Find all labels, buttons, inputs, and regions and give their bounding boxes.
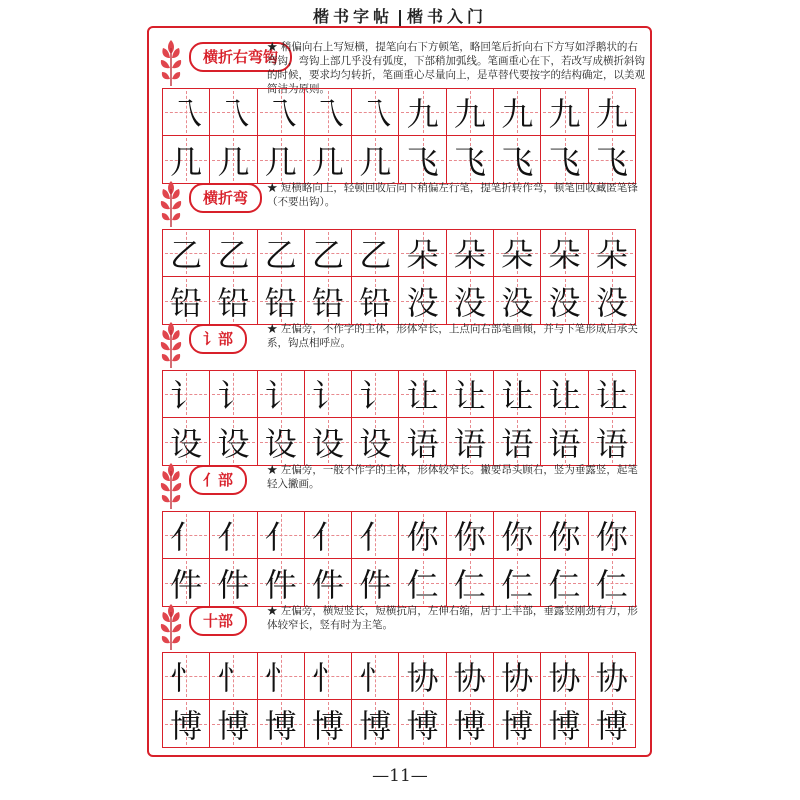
leaf-ornament-icon: [157, 602, 187, 652]
grid-cell: [399, 89, 446, 135]
grid-cell: [399, 512, 446, 558]
grid-cell: [494, 89, 541, 135]
grid-cell: [494, 653, 541, 699]
model-character: 铅: [217, 283, 250, 322]
model-character: 博: [453, 706, 486, 745]
model-character: 忄: [170, 659, 203, 697]
grid-cell: [352, 700, 399, 747]
model-character: 几: [312, 142, 345, 181]
model-character: 协: [595, 659, 628, 697]
model-character: 设: [312, 424, 345, 463]
model-character: 乁: [217, 95, 250, 133]
grid-row: [163, 277, 635, 324]
grid-cell: [163, 230, 210, 276]
practice-grid: [162, 652, 636, 748]
grid-cell: [589, 512, 635, 558]
model-character: 飞: [406, 142, 439, 181]
model-character: 语: [453, 424, 486, 463]
model-character: 忄: [312, 659, 345, 697]
model-character: 你: [406, 518, 439, 556]
grid-cell: [447, 700, 494, 747]
model-character: 讠: [359, 377, 392, 415]
grid-cell: [399, 277, 446, 324]
model-character: 协: [501, 659, 534, 697]
practice-grid: [162, 88, 636, 184]
grid-cell: [494, 371, 541, 417]
model-character: 件: [312, 565, 345, 604]
stroke-title-badge: 横折右弯钩: [189, 42, 292, 72]
model-character: 没: [595, 283, 628, 322]
grid-row: [163, 89, 635, 136]
grid-cell: [305, 653, 352, 699]
model-character: 件: [359, 565, 392, 604]
grid-cell: [447, 89, 494, 135]
grid-cell: [210, 559, 257, 606]
stroke-title-badge: 讠部: [189, 324, 247, 354]
grid-cell: [210, 653, 257, 699]
model-character: 仁: [595, 565, 628, 604]
grid-row: [163, 512, 635, 559]
grid-row: [163, 136, 635, 183]
grid-cell: [305, 559, 352, 606]
grid-cell: [258, 653, 305, 699]
model-character: 仁: [453, 565, 486, 604]
leaf-ornament-icon: [157, 320, 187, 370]
model-character: 讠: [170, 377, 203, 415]
model-character: 语: [501, 424, 534, 463]
grid-cell: [494, 136, 541, 183]
grid-cell: [447, 418, 494, 465]
grid-cell: [589, 700, 635, 747]
grid-cell: [589, 277, 635, 324]
grid-cell: [210, 230, 257, 276]
grid-cell: [258, 512, 305, 558]
model-character: 乁: [264, 95, 297, 133]
grid-cell: [258, 89, 305, 135]
model-character: 你: [548, 518, 581, 556]
grid-cell: [352, 512, 399, 558]
stroke-title-badge: 十部: [189, 606, 247, 636]
grid-cell: [210, 371, 257, 417]
grid-cell: [210, 700, 257, 747]
grid-cell: [163, 559, 210, 606]
model-character: 你: [595, 518, 628, 556]
model-character: 九: [548, 95, 581, 133]
model-character: 乁: [359, 95, 392, 133]
model-character: 铅: [170, 283, 203, 322]
grid-cell: [352, 418, 399, 465]
grid-row: [163, 418, 635, 465]
stroke-description: ★ 稍偏向右上写短横，提笔向右下方顿笔，略回笔后折向右下方写如浮鹅状的右弯钩，弯钩上部几乎没有弧度，下部稍加弧线。笔画重心在下，若改写成横折斜钩的时候，要求均匀转折，笔画重心尽量向上，是草替代要按字的结构确定，以美观简洁为原则。: [267, 41, 645, 95]
practice-grid: [162, 229, 636, 325]
grid-cell: [210, 418, 257, 465]
grid-cell: [399, 136, 446, 183]
model-character: 几: [264, 142, 297, 181]
grid-cell: [258, 418, 305, 465]
section-header: [155, 36, 645, 95]
stroke-description: ★ 左偏旁，一般不作字的主体，形体较窄长。撇要昂头顾右，竖为垂露竖，起笔轻入撇画。: [267, 464, 638, 490]
grid-cell: [494, 700, 541, 747]
model-character: 博: [217, 706, 250, 745]
section-header: [155, 318, 645, 370]
model-character: 九: [501, 95, 534, 133]
grid-cell: [163, 700, 210, 747]
grid-cell: [494, 418, 541, 465]
model-character: 博: [170, 706, 203, 745]
grid-cell: [163, 512, 210, 558]
grid-cell: [352, 653, 399, 699]
grid-cell: [163, 136, 210, 183]
model-character: 仁: [501, 565, 534, 604]
grid-cell: [258, 700, 305, 747]
model-character: 博: [501, 706, 534, 745]
grid-cell: [399, 418, 446, 465]
grid-cell: [447, 512, 494, 558]
grid-cell: [541, 230, 588, 276]
model-character: 没: [453, 283, 486, 322]
grid-row: [163, 700, 635, 747]
model-character: 你: [453, 518, 486, 556]
model-character: 九: [406, 95, 439, 133]
model-character: 设: [264, 424, 297, 463]
model-character: 让: [501, 377, 534, 415]
grid-cell: [258, 136, 305, 183]
practice-section: [155, 318, 645, 463]
practice-section: [155, 600, 645, 745]
grid-cell: [258, 230, 305, 276]
model-character: 朵: [453, 236, 486, 274]
grid-cell: [305, 371, 352, 417]
grid-cell: [210, 89, 257, 135]
model-character: 博: [312, 706, 345, 745]
grid-cell: [541, 653, 588, 699]
grid-cell: [210, 136, 257, 183]
model-character: 忄: [217, 659, 250, 697]
model-character: 亻: [217, 518, 250, 556]
model-character: 飞: [453, 142, 486, 181]
model-character: 讠: [217, 377, 250, 415]
model-character: 件: [170, 565, 203, 604]
page-number: —11—: [372, 766, 428, 786]
grid-cell: [447, 230, 494, 276]
model-character: 让: [453, 377, 486, 415]
grid-cell: [399, 700, 446, 747]
model-character: 博: [359, 706, 392, 745]
model-character: 语: [406, 424, 439, 463]
model-character: 博: [595, 706, 628, 745]
grid-cell: [305, 700, 352, 747]
model-character: 飞: [595, 142, 628, 181]
grid-row: [163, 559, 635, 606]
grid-cell: [589, 653, 635, 699]
model-character: 几: [170, 142, 203, 181]
grid-cell: [258, 371, 305, 417]
model-character: 设: [359, 424, 392, 463]
section-header: [155, 600, 645, 652]
leaf-ornament-icon: [157, 38, 187, 88]
grid-cell: [305, 277, 352, 324]
practice-grid: [162, 370, 636, 466]
model-character: 设: [217, 424, 250, 463]
header-chapter-title: 楷书入门: [407, 7, 488, 26]
grid-cell: [494, 230, 541, 276]
grid-cell: [541, 700, 588, 747]
model-character: 让: [548, 377, 581, 415]
grid-cell: [399, 559, 446, 606]
model-character: 语: [595, 424, 628, 463]
grid-cell: [305, 512, 352, 558]
model-character: 亻: [170, 518, 203, 556]
model-character: 件: [264, 565, 297, 604]
model-character: 几: [217, 142, 250, 181]
section-header: [155, 177, 645, 229]
grid-row: [163, 653, 635, 700]
model-character: 协: [453, 659, 486, 697]
practice-section: [155, 36, 645, 181]
leaf-ornament-icon: [157, 461, 187, 511]
stroke-title-badge: 亻部: [189, 465, 247, 495]
model-character: 乙: [312, 236, 345, 274]
model-character: 博: [264, 706, 297, 745]
grid-cell: [258, 277, 305, 324]
model-character: 协: [548, 659, 581, 697]
grid-cell: [352, 371, 399, 417]
grid-cell: [305, 136, 352, 183]
model-character: 乙: [170, 236, 203, 274]
grid-cell: [589, 136, 635, 183]
grid-cell: [541, 371, 588, 417]
model-character: 没: [501, 283, 534, 322]
stroke-description: ★ 左偏旁，不作字的主体，形体窄长，上点向右部笔画倾，并与下笔形成启承关系，钩点相呼应。: [267, 323, 638, 349]
model-character: 亻: [312, 518, 345, 556]
practice-section: [155, 177, 645, 322]
model-character: 乙: [217, 236, 250, 274]
grid-cell: [447, 653, 494, 699]
grid-cell: [541, 418, 588, 465]
model-character: 协: [406, 659, 439, 697]
model-character: 让: [595, 377, 628, 415]
grid-cell: [352, 89, 399, 135]
model-character: 铅: [264, 283, 297, 322]
grid-cell: [589, 371, 635, 417]
model-character: 朵: [595, 236, 628, 274]
model-character: 乁: [312, 95, 345, 133]
grid-cell: [352, 559, 399, 606]
grid-cell: [210, 277, 257, 324]
grid-cell: [399, 230, 446, 276]
grid-row: [163, 230, 635, 277]
model-character: 仁: [548, 565, 581, 604]
grid-cell: [352, 230, 399, 276]
grid-cell: [447, 559, 494, 606]
grid-cell: [163, 277, 210, 324]
model-character: 乙: [359, 236, 392, 274]
grid-cell: [352, 277, 399, 324]
model-character: 博: [406, 706, 439, 745]
grid-cell: [210, 512, 257, 558]
grid-cell: [399, 371, 446, 417]
model-character: 没: [406, 283, 439, 322]
grid-cell: [589, 418, 635, 465]
model-character: 讠: [312, 377, 345, 415]
model-character: 铅: [312, 283, 345, 322]
stroke-description: ★ 短横略向上，轻顿回收后向下稍偏左行笔，提笔折转作弯，顿笔回收藏匿笔锋（不要出钩）。: [267, 182, 638, 208]
grid-cell: [589, 230, 635, 276]
practice-grid: [162, 511, 636, 607]
model-character: 亻: [264, 518, 297, 556]
model-character: 仁: [406, 565, 439, 604]
model-character: 九: [595, 95, 628, 133]
header-book-title: 楷书字帖: [312, 7, 393, 26]
stroke-description: ★ 左偏旁，横短竖长，短横抗肩，左伸右缩，居于上半部，垂露竖刚劲有力，形体较窄长，竖有时为主笔。: [267, 605, 638, 631]
model-character: 没: [548, 283, 581, 322]
model-character: 设: [170, 424, 203, 463]
model-character: 让: [406, 377, 439, 415]
grid-cell: [447, 371, 494, 417]
grid-cell: [541, 136, 588, 183]
grid-row: [163, 371, 635, 418]
grid-cell: [494, 512, 541, 558]
model-character: 朵: [406, 236, 439, 274]
model-character: 朵: [548, 236, 581, 274]
header-divider: [399, 10, 401, 26]
grid-cell: [305, 230, 352, 276]
model-character: 几: [359, 142, 392, 181]
grid-cell: [494, 277, 541, 324]
model-character: 乙: [264, 236, 297, 274]
model-character: 忄: [359, 659, 392, 697]
grid-cell: [589, 89, 635, 135]
model-character: 飞: [501, 142, 534, 181]
model-character: 乁: [170, 95, 203, 133]
grid-cell: [541, 277, 588, 324]
grid-cell: [541, 559, 588, 606]
grid-cell: [447, 136, 494, 183]
grid-cell: [494, 559, 541, 606]
grid-cell: [163, 371, 210, 417]
stroke-title-badge: 横折弯: [189, 183, 262, 213]
model-character: 语: [548, 424, 581, 463]
grid-cell: [399, 653, 446, 699]
model-character: 讠: [264, 377, 297, 415]
model-character: 件: [217, 565, 250, 604]
practice-section: [155, 459, 645, 604]
grid-cell: [163, 418, 210, 465]
grid-cell: [541, 89, 588, 135]
grid-cell: [258, 559, 305, 606]
model-character: 铅: [359, 283, 392, 322]
grid-cell: [163, 89, 210, 135]
model-character: 你: [501, 518, 534, 556]
grid-cell: [163, 653, 210, 699]
grid-cell: [541, 512, 588, 558]
grid-cell: [352, 136, 399, 183]
grid-cell: [589, 559, 635, 606]
section-header: [155, 459, 645, 511]
grid-cell: [447, 277, 494, 324]
grid-cell: [305, 418, 352, 465]
leaf-ornament-icon: [157, 179, 187, 229]
model-character: 忄: [264, 659, 297, 697]
model-character: 亻: [359, 518, 392, 556]
model-character: 朵: [501, 236, 534, 274]
model-character: 博: [548, 706, 581, 745]
model-character: 九: [453, 95, 486, 133]
grid-cell: [305, 89, 352, 135]
model-character: 飞: [548, 142, 581, 181]
